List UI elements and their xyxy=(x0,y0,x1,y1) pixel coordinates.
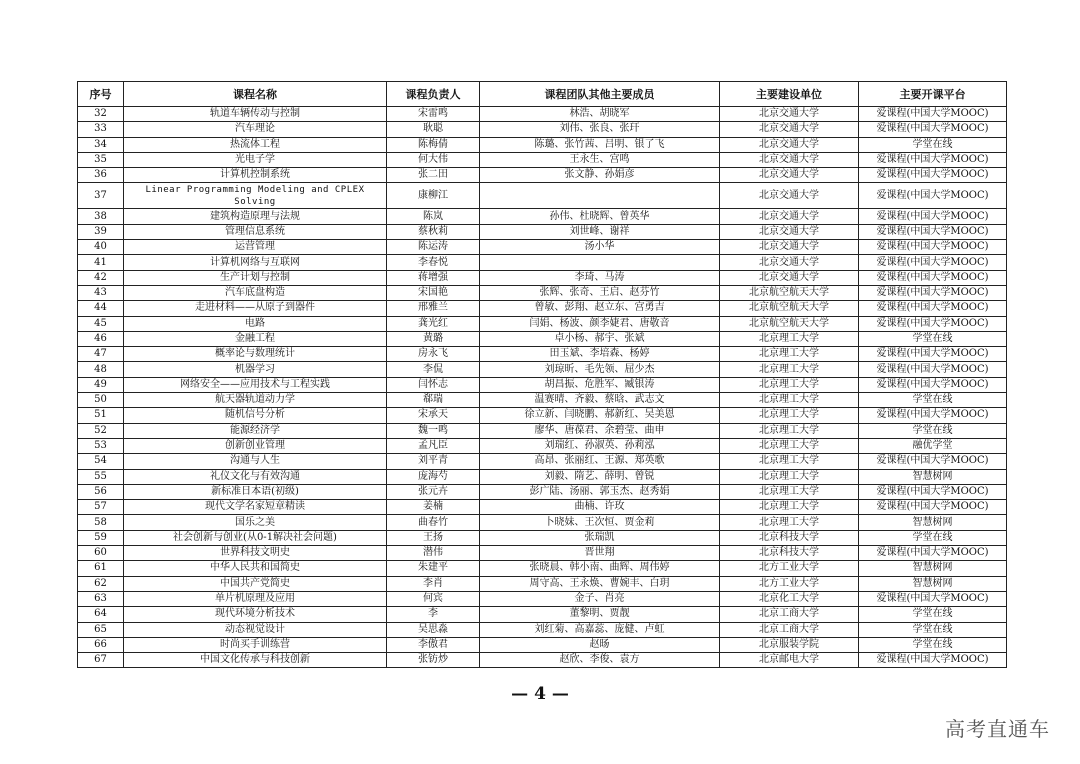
cell-index: 43 xyxy=(78,285,124,300)
cell-team-members: 刘世峰、谢祥 xyxy=(480,224,720,239)
cell-course-lead: 曲春竹 xyxy=(387,515,480,530)
cell-index: 41 xyxy=(78,255,124,270)
cell-institution: 北京理工大学 xyxy=(720,377,859,392)
cell-institution: 北京服装学院 xyxy=(720,637,859,652)
cell-institution: 北京理工大学 xyxy=(720,408,859,423)
cell-index: 48 xyxy=(78,362,124,377)
cell-platform: 爱课程(中国大学MOOC) xyxy=(859,546,1007,561)
cell-course-lead: 刘平青 xyxy=(387,454,480,469)
cell-team-members: 卜晓妹、王次恒、贾金莉 xyxy=(480,515,720,530)
cell-index: 38 xyxy=(78,209,124,224)
cell-institution: 北京航空航天大学 xyxy=(720,285,859,300)
cell-course-lead: 陈梅倩 xyxy=(387,137,480,152)
cell-platform: 爱课程(中国大学MOOC) xyxy=(859,122,1007,137)
table-row xyxy=(78,316,1007,331)
cell-institution: 北京交通大学 xyxy=(720,209,859,224)
table-row xyxy=(78,331,1007,346)
cell-platform: 爱课程(中国大学MOOC) xyxy=(859,224,1007,239)
cell-course-name: 电路 xyxy=(124,316,387,331)
cell-index: 45 xyxy=(78,316,124,331)
cell-platform: 学堂在线 xyxy=(859,137,1007,152)
cell-index: 44 xyxy=(78,301,124,316)
cell-platform: 融优学堂 xyxy=(859,438,1007,453)
table-row xyxy=(78,285,1007,300)
cell-index: 37 xyxy=(78,183,124,209)
table-row xyxy=(78,484,1007,499)
cell-platform: 爱课程(中国大学MOOC) xyxy=(859,408,1007,423)
cell-course-name: 热流体工程 xyxy=(124,137,387,152)
cell-index: 34 xyxy=(78,137,124,152)
cell-course-lead: 宋国艳 xyxy=(387,285,480,300)
cell-institution: 北京理工大学 xyxy=(720,362,859,377)
cell-team-members: 张文静、孙娟彦 xyxy=(480,168,720,183)
cell-team-members xyxy=(480,255,720,270)
cell-institution: 北京交通大学 xyxy=(720,270,859,285)
cell-platform: 智慧树网 xyxy=(859,469,1007,484)
cell-index: 63 xyxy=(78,591,124,606)
table-row xyxy=(78,377,1007,392)
cell-team-members: 刘红菊、高嘉蕊、庞健、卢虹 xyxy=(480,622,720,637)
cell-course-lead: 张元卉 xyxy=(387,484,480,499)
cell-team-members: 廖华、唐葆君、余碧莹、曲申 xyxy=(480,423,720,438)
cell-team-members: 汤小华 xyxy=(480,240,720,255)
cell-course-lead: 房永飞 xyxy=(387,347,480,362)
header-team-members: 课程团队其他主要成员 xyxy=(480,82,720,107)
cell-team-members: 张瑞凯 xyxy=(480,530,720,545)
cell-course-lead: 蒋增强 xyxy=(387,270,480,285)
cell-institution: 北方工业大学 xyxy=(720,561,859,576)
cell-team-members: 高昂、张丽红、王源、郑英歌 xyxy=(480,454,720,469)
cell-platform: 爱课程(中国大学MOOC) xyxy=(859,209,1007,224)
cell-course-name: 走进材料——从原子到器件 xyxy=(124,301,387,316)
cell-course-lead: 李肖 xyxy=(387,576,480,591)
header-index: 序号 xyxy=(78,82,124,107)
cell-index: 51 xyxy=(78,408,124,423)
cell-institution: 北京交通大学 xyxy=(720,240,859,255)
table-row xyxy=(78,362,1007,377)
cell-institution: 北京理工大学 xyxy=(720,331,859,346)
cell-institution: 北京邮电大学 xyxy=(720,653,859,668)
table-row xyxy=(78,438,1007,453)
cell-course-name: 社会创新与创业(从0-1解决社会问题) xyxy=(124,530,387,545)
cell-index: 58 xyxy=(78,515,124,530)
table-row xyxy=(78,137,1007,152)
cell-course-lead: 李 xyxy=(387,607,480,622)
cell-course-lead: 闫怀志 xyxy=(387,377,480,392)
cell-team-members: 刘瑞红、孙淑英、孙莉泓 xyxy=(480,438,720,453)
cell-course-lead: 康柳江 xyxy=(387,183,480,209)
cell-institution: 北京交通大学 xyxy=(720,152,859,167)
cell-team-members: 胡昌振、危胜军、臧银涛 xyxy=(480,377,720,392)
cell-institution: 北京科技大学 xyxy=(720,546,859,561)
cell-institution: 北京理工大学 xyxy=(720,500,859,515)
cell-index: 52 xyxy=(78,423,124,438)
cell-platform: 学堂在线 xyxy=(859,607,1007,622)
cell-course-name: 计算机控制系统 xyxy=(124,168,387,183)
header-platform: 主要开课平台 xyxy=(859,82,1007,107)
header-institution: 主要建设单位 xyxy=(720,82,859,107)
cell-platform: 学堂在线 xyxy=(859,637,1007,652)
course-table-page xyxy=(77,81,1006,668)
table-row xyxy=(78,347,1007,362)
cell-team-members: 曲楠、许玫 xyxy=(480,500,720,515)
cell-platform: 爱课程(中国大学MOOC) xyxy=(859,591,1007,606)
cell-course-name: 动态视觉设计 xyxy=(124,622,387,637)
cell-platform: 爱课程(中国大学MOOC) xyxy=(859,285,1007,300)
cell-index: 57 xyxy=(78,500,124,515)
cell-course-name: 礼仪文化与有效沟通 xyxy=(124,469,387,484)
cell-index: 55 xyxy=(78,469,124,484)
cell-course-name: 中国共产党简史 xyxy=(124,576,387,591)
table-row xyxy=(78,209,1007,224)
cell-team-members: 张晓晨、韩小南、曲辉、周伟婷 xyxy=(480,561,720,576)
table-body xyxy=(78,107,1007,668)
table-row xyxy=(78,622,1007,637)
cell-team-members: 徐立新、闫晓鹏、郝新红、吴美恩 xyxy=(480,408,720,423)
table-row xyxy=(78,152,1007,167)
cell-course-name: 计算机网络与互联网 xyxy=(124,255,387,270)
cell-course-name: 现代文学名家短章精读 xyxy=(124,500,387,515)
cell-platform: 爱课程(中国大学MOOC) xyxy=(859,454,1007,469)
cell-course-name: 光电子学 xyxy=(124,152,387,167)
cell-team-members: 晋世翔 xyxy=(480,546,720,561)
cell-course-name: 现代环境分析技术 xyxy=(124,607,387,622)
table-row xyxy=(78,122,1007,137)
table-row xyxy=(78,240,1007,255)
cell-team-members: 陈璐、张竹茜、吕明、银了飞 xyxy=(480,137,720,152)
cell-platform: 爱课程(中国大学MOOC) xyxy=(859,168,1007,183)
cell-course-name: 金融工程 xyxy=(124,331,387,346)
cell-course-name: 中华人民共和国简史 xyxy=(124,561,387,576)
cell-institution: 北京交通大学 xyxy=(720,122,859,137)
cell-course-lead: 王扬 xyxy=(387,530,480,545)
cell-platform: 爱课程(中国大学MOOC) xyxy=(859,183,1007,209)
cell-team-members: 赵欣、李俊、袁方 xyxy=(480,653,720,668)
cell-index: 54 xyxy=(78,454,124,469)
cell-team-members: 张辉、张奇、王启、赵芬竹 xyxy=(480,285,720,300)
cell-platform: 爱课程(中国大学MOOC) xyxy=(859,152,1007,167)
cell-course-name: 汽车底盘构造 xyxy=(124,285,387,300)
cell-course-lead: 何大伟 xyxy=(387,152,480,167)
cell-index: 65 xyxy=(78,622,124,637)
table-row xyxy=(78,637,1007,652)
cell-team-members: 曾敏、彭翔、赵立东、宫勇吉 xyxy=(480,301,720,316)
cell-team-members: 温赛晴、齐毅、蔡晗、武志文 xyxy=(480,393,720,408)
cell-course-name: 网络安全——应用技术与工程实践 xyxy=(124,377,387,392)
table-row xyxy=(78,454,1007,469)
table-row xyxy=(78,500,1007,515)
cell-institution: 北京航空航天大学 xyxy=(720,316,859,331)
cell-course-lead: 耿聪 xyxy=(387,122,480,137)
cell-platform: 学堂在线 xyxy=(859,530,1007,545)
cell-platform: 爱课程(中国大学MOOC) xyxy=(859,484,1007,499)
cell-course-name: 沟通与人生 xyxy=(124,454,387,469)
cell-course-lead: 庞海芍 xyxy=(387,469,480,484)
cell-team-members: 彭广陆、汤丽、郭玉杰、赵秀娟 xyxy=(480,484,720,499)
cell-index: 36 xyxy=(78,168,124,183)
cell-index: 35 xyxy=(78,152,124,167)
table-row xyxy=(78,408,1007,423)
cell-platform: 爱课程(中国大学MOOC) xyxy=(859,107,1007,122)
cell-institution: 北京理工大学 xyxy=(720,423,859,438)
cell-index: 60 xyxy=(78,546,124,561)
cell-index: 56 xyxy=(78,484,124,499)
cell-platform: 学堂在线 xyxy=(859,423,1007,438)
cell-institution: 北京交通大学 xyxy=(720,107,859,122)
cell-team-members: 金子、肖亮 xyxy=(480,591,720,606)
cell-team-members: 闫娟、杨波、颜李婕君、唐敬音 xyxy=(480,316,720,331)
cell-course-lead: 张二田 xyxy=(387,168,480,183)
cell-course-lead: 宋承天 xyxy=(387,408,480,423)
cell-course-name: 运营管理 xyxy=(124,240,387,255)
cell-course-name: 中国文化传承与科技创新 xyxy=(124,653,387,668)
cell-index: 42 xyxy=(78,270,124,285)
cell-course-lead: 邢雅兰 xyxy=(387,301,480,316)
cell-institution: 北京理工大学 xyxy=(720,469,859,484)
cell-course-name: 随机信号分析 xyxy=(124,408,387,423)
cell-index: 46 xyxy=(78,331,124,346)
cell-index: 47 xyxy=(78,347,124,362)
cell-institution: 北京理工大学 xyxy=(720,484,859,499)
cell-institution: 北京交通大学 xyxy=(720,255,859,270)
cell-institution: 北京化工大学 xyxy=(720,591,859,606)
cell-team-members: 王永生、宫鸣 xyxy=(480,152,720,167)
cell-course-name: 汽车理论 xyxy=(124,122,387,137)
cell-course-name: 管理信息系统 xyxy=(124,224,387,239)
cell-course-name: Linear Programming Modeling and CPLEX Solving xyxy=(124,183,387,209)
cell-institution: 北京理工大学 xyxy=(720,393,859,408)
cell-institution: 北京理工大学 xyxy=(720,347,859,362)
cell-course-lead: 李侃 xyxy=(387,362,480,377)
cell-institution: 北京科技大学 xyxy=(720,530,859,545)
cell-institution: 北京交通大学 xyxy=(720,168,859,183)
cell-course-name: 生产计划与控制 xyxy=(124,270,387,285)
cell-course-name: 创新创业管理 xyxy=(124,438,387,453)
cell-course-lead: 李傲君 xyxy=(387,637,480,652)
table-row xyxy=(78,591,1007,606)
cell-institution: 北京交通大学 xyxy=(720,137,859,152)
table-row xyxy=(78,607,1007,622)
table-row xyxy=(78,530,1007,545)
cell-institution: 北京工商大学 xyxy=(720,622,859,637)
cell-team-members: 卓小杨、郝宇、张斌 xyxy=(480,331,720,346)
cell-platform: 爱课程(中国大学MOOC) xyxy=(859,347,1007,362)
cell-platform: 爱课程(中国大学MOOC) xyxy=(859,653,1007,668)
cell-team-members: 刘伟、张良、张玕 xyxy=(480,122,720,137)
cell-course-name: 能源经济学 xyxy=(124,423,387,438)
cell-course-lead: 陈岚 xyxy=(387,209,480,224)
table-row xyxy=(78,423,1007,438)
cell-index: 61 xyxy=(78,561,124,576)
cell-institution: 北京理工大学 xyxy=(720,515,859,530)
table-row xyxy=(78,515,1007,530)
cell-institution: 北京交通大学 xyxy=(720,183,859,209)
table-row xyxy=(78,393,1007,408)
table-row xyxy=(78,255,1007,270)
table-row xyxy=(78,301,1007,316)
cell-team-members: 董黎明、贾靓 xyxy=(480,607,720,622)
cell-index: 66 xyxy=(78,637,124,652)
cell-team-members: 林浩、胡晓军 xyxy=(480,107,720,122)
cell-platform: 学堂在线 xyxy=(859,622,1007,637)
cell-index: 39 xyxy=(78,224,124,239)
cell-course-name: 概率论与数理统计 xyxy=(124,347,387,362)
cell-index: 40 xyxy=(78,240,124,255)
cell-institution: 北方工业大学 xyxy=(720,576,859,591)
cell-course-lead: 何宾 xyxy=(387,591,480,606)
cell-course-lead: 宋雷鸣 xyxy=(387,107,480,122)
cell-platform: 学堂在线 xyxy=(859,393,1007,408)
cell-index: 67 xyxy=(78,653,124,668)
cell-index: 33 xyxy=(78,122,124,137)
table-row xyxy=(78,270,1007,285)
cell-index: 32 xyxy=(78,107,124,122)
cell-platform: 爱课程(中国大学MOOC) xyxy=(859,301,1007,316)
cell-team-members: 周守高、王永焕、曹婉丰、白玥 xyxy=(480,576,720,591)
cell-platform: 爱课程(中国大学MOOC) xyxy=(859,362,1007,377)
cell-course-lead: 陈运涛 xyxy=(387,240,480,255)
cell-index: 53 xyxy=(78,438,124,453)
cell-course-name: 轨道车辆传动与控制 xyxy=(124,107,387,122)
cell-course-lead: 龚光红 xyxy=(387,316,480,331)
cell-course-name: 世界科技文明史 xyxy=(124,546,387,561)
table-row xyxy=(78,224,1007,239)
page-number: — 4 — xyxy=(511,684,569,704)
cell-team-members: 赵旸 xyxy=(480,637,720,652)
cell-institution: 北京工商大学 xyxy=(720,607,859,622)
table-row xyxy=(78,168,1007,183)
cell-course-lead: 蔡秋莉 xyxy=(387,224,480,239)
cell-course-lead: 吴思淼 xyxy=(387,622,480,637)
cell-course-lead: 朱建平 xyxy=(387,561,480,576)
cell-platform: 爱课程(中国大学MOOC) xyxy=(859,377,1007,392)
cell-platform: 爱课程(中国大学MOOC) xyxy=(859,316,1007,331)
cell-team-members: 刘毅、隋艺、薛明、曾锐 xyxy=(480,469,720,484)
cell-course-lead: 黄璐 xyxy=(387,331,480,346)
table-row xyxy=(78,576,1007,591)
cell-course-name: 航天器轨道动力学 xyxy=(124,393,387,408)
header-course-lead: 课程负责人 xyxy=(387,82,480,107)
table-header-row xyxy=(78,82,1007,107)
cell-platform: 智慧树网 xyxy=(859,561,1007,576)
cell-course-lead: 郗瑞 xyxy=(387,393,480,408)
cell-index: 49 xyxy=(78,377,124,392)
cell-course-name: 时尚买手训练营 xyxy=(124,637,387,652)
header-course-name: 课程名称 xyxy=(124,82,387,107)
cell-course-name: 国乐之美 xyxy=(124,515,387,530)
cell-index: 50 xyxy=(78,393,124,408)
cell-platform: 智慧树网 xyxy=(859,576,1007,591)
table-row xyxy=(78,183,1007,209)
cell-team-members: 李琦、马涛 xyxy=(480,270,720,285)
cell-platform: 爱课程(中国大学MOOC) xyxy=(859,270,1007,285)
cell-course-lead: 姜楠 xyxy=(387,500,480,515)
cell-course-lead: 魏一鸣 xyxy=(387,423,480,438)
cell-platform: 爱课程(中国大学MOOC) xyxy=(859,500,1007,515)
cell-course-lead: 潜伟 xyxy=(387,546,480,561)
table-row xyxy=(78,107,1007,122)
cell-institution: 北京理工大学 xyxy=(720,438,859,453)
cell-index: 59 xyxy=(78,530,124,545)
cell-platform: 爱课程(中国大学MOOC) xyxy=(859,240,1007,255)
cell-course-name: 新标准日本语(初级) xyxy=(124,484,387,499)
cell-course-lead: 李春悦 xyxy=(387,255,480,270)
cell-platform: 学堂在线 xyxy=(859,331,1007,346)
table-row xyxy=(78,653,1007,668)
cell-team-members: 田玉斌、李培森、杨婷 xyxy=(480,347,720,362)
cell-course-name: 机器学习 xyxy=(124,362,387,377)
cell-index: 62 xyxy=(78,576,124,591)
cell-team-members: 孙伟、杜晓辉、曾英华 xyxy=(480,209,720,224)
cell-team-members xyxy=(480,183,720,209)
cell-course-name: 单片机原理及应用 xyxy=(124,591,387,606)
cell-course-lead: 孟凡臣 xyxy=(387,438,480,453)
watermark: 高考直通车 xyxy=(945,717,1050,741)
cell-platform: 智慧树网 xyxy=(859,515,1007,530)
table-row xyxy=(78,561,1007,576)
cell-course-name: 建筑构造原理与法规 xyxy=(124,209,387,224)
cell-institution: 北京理工大学 xyxy=(720,454,859,469)
table-row xyxy=(78,546,1007,561)
cell-institution: 北京航空航天大学 xyxy=(720,301,859,316)
cell-institution: 北京交通大学 xyxy=(720,224,859,239)
cell-index: 64 xyxy=(78,607,124,622)
cell-course-lead: 张钫炒 xyxy=(387,653,480,668)
course-table xyxy=(77,81,1007,668)
cell-platform: 爱课程(中国大学MOOC) xyxy=(859,255,1007,270)
cell-team-members: 刘琼昕、毛先领、屈少杰 xyxy=(480,362,720,377)
table-row xyxy=(78,469,1007,484)
